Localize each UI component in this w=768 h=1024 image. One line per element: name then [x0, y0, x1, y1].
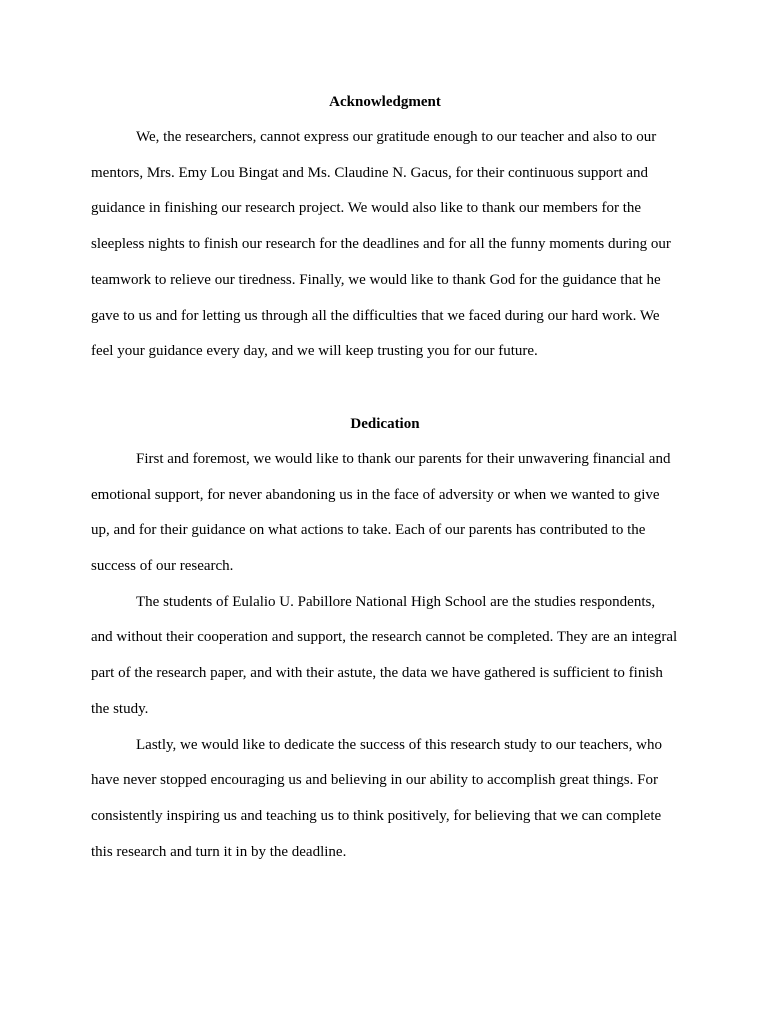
acknowledgment-section — [91, 84, 679, 370]
dedication-section — [91, 406, 679, 870]
dedication-paragraph-teachers: Lastly, we would like to dedicate the success of this research study to our teachers, who have never stopped encouraging us and believing in our ability to accomplish great things. For consistently inspiring us and teaching us to think positively, for believing that we can complete this research and turn it in by the deadline. — [91, 736, 662, 860]
dedication-paragraph-parents: First and foremost, we would like to thank our parents for their unwavering financial and emotional support, for never abandoning us in the face of adversity or when we wanted to give up, and for their guidance on what actions to take. Each of our parents has contributed to the success of our research. — [91, 450, 671, 575]
page-content — [91, 84, 679, 870]
section-spacer — [91, 370, 679, 406]
acknowledgment-paragraph: We, the researchers, cannot express our gratitude enough to our teacher and also to our mentors, Mrs. Emy Lou Bingat and Ms. Claudine N. Gacus, for their continuous support and guidance in finishing our research project. We would also like to thank our members for the sleepless nights to finish our research for the deadlines and for all the funny moments during our teamwork to relieve our tiredness. Finally, we would like to thank God for the guidance that he gave to us and for letting us through all the difficulties that we faced during our hard work. We feel your guidance every day, and we will keep trusting you for our future. — [91, 129, 671, 360]
dedication-heading: Dedication — [350, 415, 420, 432]
dedication-paragraph-students: The students of Eulalio U. Pabillore National High School are the studies respondents, and without their cooperation and support, the research cannot be completed. They are an integral part of the research paper, and with their astute, the data we have gathered is sufficient to finish the study. — [91, 593, 678, 717]
acknowledgment-heading: Acknowledgment — [329, 94, 441, 110]
